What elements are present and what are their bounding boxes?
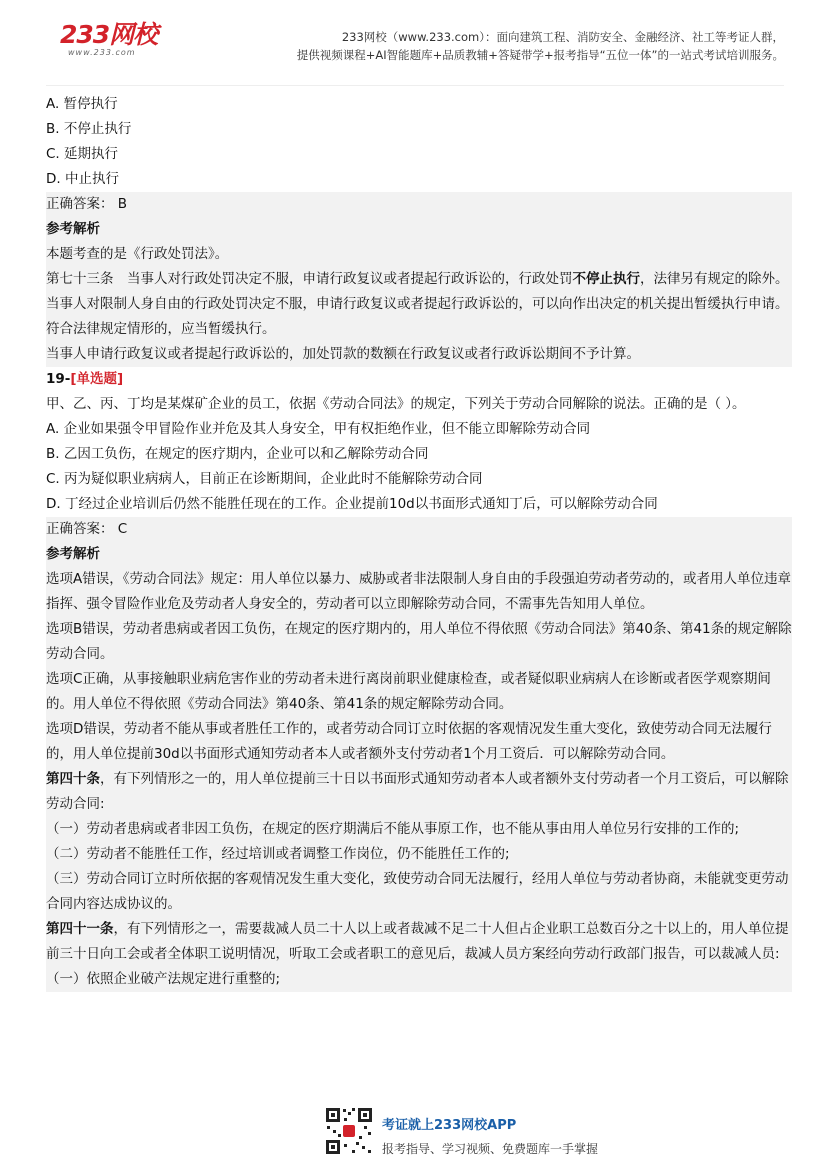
question-type: [单选题] <box>70 371 124 387</box>
option-d: D. 中止执行 <box>46 171 119 187</box>
analysis-title: 参考解析 <box>46 221 100 237</box>
q18-analysis <box>46 217 792 367</box>
correct-answer: 正确答案： C <box>46 521 128 537</box>
analysis-para: 当事人对限制人身自由的行政处罚决定不服，申请行政复议或者提起行政诉讼的，可以向作出决定的机关提出暂缓执行申请。符合法律规定情形的，应当暂缓执行。 <box>46 296 789 337</box>
analysis-para: 选项B错误，劳动者患病或者因工负伤，在规定的医疗期内的，用人单位不得依照《劳动合同法》第40条、第41条的规定解除劳动合同。 <box>46 621 792 662</box>
header-description <box>224 28 784 64</box>
analysis-para: 选项A错误，《劳动合同法》规定：用人单位以暴力、威胁或者非法限制人身自由的手段强迫劳动者劳动的，或者用人单位违章指挥、强令冒险作业危及劳动者人身安全的，劳动者可以立即解除劳动合同，不需事先告知用人单位。 <box>46 571 791 612</box>
q19-analysis <box>46 542 792 992</box>
question-stem: 甲、乙、丙、丁均是某煤矿企业的员工，依据《劳动合同法》的规定，下列关于劳动合同解除的说法。正确的是（ ）。 <box>46 396 746 412</box>
header-line-2: 提供视频课程+AI智能题库+品质教辅+答疑带学+报考指导“五位一体”的一站式考试培训服务。 <box>296 48 784 62</box>
option-d: D. 丁经过企业培训后仍然不能胜任现在的工作。企业提前10d以书面形式通知丁后，可以解除劳动合同 <box>46 496 658 512</box>
article-40-item: （三）劳动合同订立时所依据的客观情况发生重大变化，致使劳动合同无法履行，经用人单位与劳动者协商，未能就变更劳动合同内容达成协议的。 <box>46 871 789 912</box>
app-promo-title[interactable]: 考证就上233网校APP <box>382 1118 517 1133</box>
logo-text: 233网校 <box>60 20 158 49</box>
logo[interactable] <box>60 20 190 70</box>
option-a: A. 暂停执行 <box>46 96 118 112</box>
option-c: C. 丙为疑似职业病病人，目前正在诊断期间，企业此时不能解除劳动合同 <box>46 471 483 487</box>
analysis-para: 选项C正确，从事接触职业病危害作业的劳动者未进行离岗前职业健康检查，或者疑似职业病病人在诊断或者医学观察期间的。用人单位不得依照《劳动合同法》第40条、第41条的规定解除劳动合同。 <box>46 671 771 712</box>
logo-url: www.233.com <box>68 48 136 57</box>
analysis-para: 当事人申请行政复议或者提起行政诉讼的，加处罚款的数额在行政复议或者行政诉讼期间不予计算。 <box>46 346 640 362</box>
header-line-1: 233网校（www.233.com）：面向建筑工程、消防安全、金融经济、社工等考证人群， <box>341 30 784 44</box>
question-heading <box>46 367 792 392</box>
header-divider <box>46 85 784 86</box>
article-41-item: （一）依照企业破产法规定进行重整的; <box>46 971 281 987</box>
q19-answer-block <box>46 517 792 542</box>
q18-options <box>46 92 792 192</box>
analysis-para: 第七十三条 当事人对行政处罚决定不服，申请行政复议或者提起行政诉讼的，行政处罚不停止执行，法律另有规定的除外。 <box>46 271 789 287</box>
article-41: 第四十一条，有下列情形之一，需要裁减人员二十人以上或者裁减不足二十人但占企业职工总数百分之十以上的，用人单位提前三十日向工会或者全体职工说明情况，听取工会或者职工的意见后，裁减人员方案经向劳动行政部门报告，可以裁减人员: <box>46 921 789 962</box>
app-promo-subtitle: 报考指导、学习视频、免费题库一手掌握 <box>382 1142 599 1156</box>
analysis-para: 本题考查的是《行政处罚法》。 <box>46 246 229 262</box>
option-b: B. 乙因工负伤，在规定的医疗期内，企业可以和乙解除劳动合同 <box>46 446 429 462</box>
page-header <box>46 14 784 86</box>
highlight-text: 不停止执行 <box>572 271 640 287</box>
q18-answer-block <box>46 192 792 217</box>
question-number: 19- <box>46 371 71 387</box>
option-c: C. 延期执行 <box>46 146 119 162</box>
document-body <box>46 92 792 992</box>
analysis-para: 选项D错误，劳动者不能从事或者胜任工作的，或者劳动合同订立时依据的客观情况发生重大变化，致使劳动合同无法履行的，用人单位提前30d以书面形式通知劳动者本人或者额外支付劳动者1个月工资后．可以解除劳动合同。 <box>46 721 772 762</box>
qr-code-icon[interactable] <box>324 1106 374 1156</box>
article-40-item: （二）劳动者不能胜任工作，经过培训或者调整工作岗位，仍不能胜任工作的; <box>46 846 510 862</box>
option-a: A. 企业如果强令甲冒险作业并危及其人身安全，甲有权拒绝作业，但不能立即解除劳动合同 <box>46 421 591 437</box>
analysis-title: 参考解析 <box>46 546 100 562</box>
correct-answer: 正确答案： B <box>46 196 128 212</box>
q19-question <box>46 367 792 517</box>
option-b: B. 不停止执行 <box>46 121 132 137</box>
article-40-item: （一）劳动者患病或者非因工负伤，在规定的医疗期满后不能从事原工作，也不能从事由用人单位另行安排的工作的; <box>46 821 740 837</box>
page-footer <box>324 1104 624 1164</box>
article-40: 第四十条，有下列情形之一的，用人单位提前三十日以书面形式通知劳动者本人或者额外支付劳动者一个月工资后，可以解除劳动合同: <box>46 771 789 812</box>
